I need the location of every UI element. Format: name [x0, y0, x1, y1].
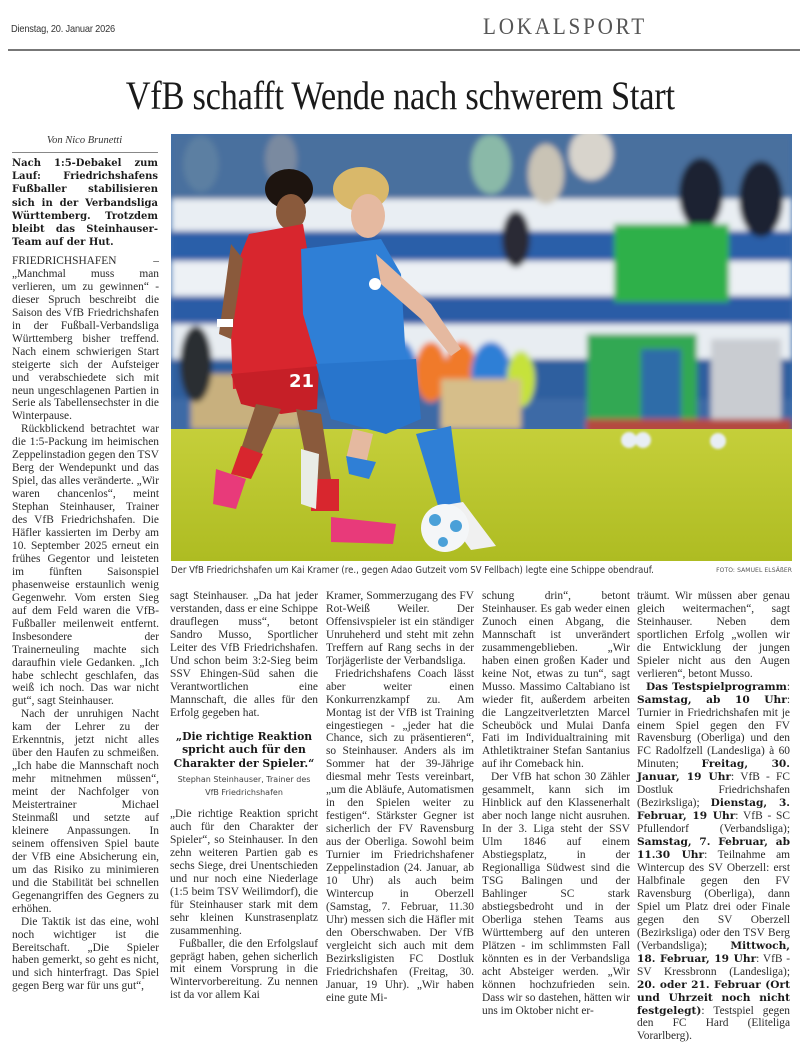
paragraph: „Die richtige Reaktion spricht auch für den Charakter der Spieler“, so Steinhauser. In den zehn weiteren Partien gab es sechs Siege, drei Unentschieden und nur noch eine Niederlage (1:5 beim TSV Weilimdorf), die für Steinhauser stark mit dem sehr kleinen Kunstrasenplatz zusammenhing.	[170, 808, 318, 937]
article-photo	[171, 134, 792, 561]
paragraph: Rückblickend betrachtet war die 1:5-Packung im heimischen Zeppelinstadion gegen den TSV Berg der Wendepunkt und das Spiel, das alles veränderte. „Wir waren chancenlos“, meint Stephan Steinhauser, Trainer des VfB Friedrichshafen. Die Häfler kassierten im Derby am 10. September 2025 erneut ein frühes Gegentor und leisteten im fünften Saisonspiel phasenweise erstaunlich wenig Gegenwehr. Vom ersten Sieg auf dem Feld waren die VfB-Fußballer meilenweit entfernt. Insbesondere der Trainerneuling machte sich daraufhin viele Gedanken. „Ich habe schlecht geschlafen, das weiß ich noch. Das war nicht gut“, sagt Steinhauser.	[12, 423, 159, 708]
football-photo-illustration	[171, 134, 792, 561]
article-headline	[0, 72, 800, 120]
program-item-date: 20. oder 21. Februar (Ort und Uhrzeit noch nicht festgelegt)	[637, 978, 790, 1017]
dateline: FRIEDRICHSHAFEN	[12, 255, 117, 267]
article-teaser: Nach 1:5-Debakel zum Lauf: Friedrichshafens Fußballer stabilisieren sich in der Verbandsliga Württemberg. Trotzdem bleibt das Steinhauser-Team auf der Hut.	[12, 158, 158, 249]
football	[421, 504, 469, 552]
issue-date: Dienstag, 20. Januar 2026	[11, 23, 115, 35]
article-column-1	[12, 255, 159, 993]
paragraph: Kramer, Sommerzugang des FV Rot-Weiß Weiler. Der Offensivspieler ist ein ständiger Unruheherd und steht mit zehn Treffern auf Rang sechs in der Torjägerliste der Verbandsliga.	[326, 590, 474, 667]
headline-text: VfB schafft Wende nach schwerem Start	[125, 73, 675, 118]
pull-quote-source: Stephan Steinhauser, Trainer des VfB Friedrichshafen	[177, 775, 311, 798]
program-item-text: Teilnahme am Wintercup des SV Oberzell: erst Halbfinale gegen den FV Ravensburg (Oberliga), dann Spiel um Platz drei oder Finale gegen den SV Oberzell (Bezirksliga) oder den TSV Berg (Verbandsliga);	[637, 849, 790, 952]
paragraph: schung drin“, betont Steinhauser. Es gab weder einen Zunoch einen Abgang, die Mannschaft ist unverändert zusammengeblieben. „Wir haben einen großen Kader und keine Not, etwas zu tun“, sagt Musso. Massimo Caltabiano ist wieder fit, außerdem arbeiten die Langzeitverletzten Marcel Scheuböck und Mulai Danfa Fati im Individualtraining mit Athletiktrainer Stefan Santanius auf ihr Comeback hin.	[482, 590, 630, 771]
program-item-text: VfB - SC Pfullendorf (Verbandsliga);	[637, 810, 790, 836]
program-heading: Das Testspielprogramm	[646, 680, 787, 693]
paragraph: Die Taktik ist das eine, wohl noch wichtiger ist die Bereitschaft. „Die Spieler haben gemerkt, so geht es nicht, und sich hinterfragt. Das Spiel gegen Berg war für uns gut“,	[12, 915, 159, 993]
byline: Von Nico Brunetti	[46, 135, 123, 146]
program-item-text: Testspiel gegen den FC Hard (Eliteliga Vorarlberg).	[637, 1004, 791, 1043]
byline-rule	[12, 152, 158, 153]
program-item-date: Freitag, 30. Januar, 19 Uhr	[637, 758, 790, 784]
article-column-2	[170, 590, 318, 1002]
section-title: LOKALSPORT	[483, 14, 647, 39]
article-column-4	[482, 590, 630, 1017]
paragraph	[12, 255, 159, 423]
paragraph: Friedrichshafens Coach lässt aber weiter einen Konkurrenzkampf zu. Am Montag ist der VfB ist Training eingestiegen - „jeder hat die Chance, sich zu präsentieren“, so Steinhauser. Anders als im Sommer hat der 39-Jährige diesmal mehr Tests vereinbart, „um die Abläufe, Automatismen in den Spielen weiter zu festigen“. Stärkster Gegner ist sicherlich der FV Ravensburg aus der Oberliga. Sowohl beim Turnier im Friedrichshafener Zeppelinstadion (24. Januar, ab 10 Uhr) als auch beim Wintercup in Oberzell (Samstag, 7. Februar, 11.30 Uhr) messen sich die Häfler mit den Oberschwaben. Der VfB vergleicht sich auch mit dem Bezirksligisten FC Dostluk Friedrichshafen (Freitag, 30. Januar, 19 Uhr). „Wir haben eine gute Mi-	[326, 667, 474, 1004]
test-program: Das Testspielprogramm: Samstag, ab 10 Uhr: Turnier in Friedrichshafen mit je einem Spiel gegen den FV Ravensburg (Oberliga) und den FC Radolfzell (Landesliga) à 60 Minuten; Freitag, 30. Januar, 19 Uhr: VfB - FC Dostluk Friedrichshafen (Bezirksliga); Dienstag, 3. Februar, 19 Uhr: VfB - SC Pfullendorf (Verbandsliga); Samstag, 7. Februar, ab 11.30 Uhr: Teilnahme am Wintercup des SV Oberzell: erst Halbfinale gegen den FV Ravensburg (Oberliga), dann Spiel um Platz drei oder Finale gegen den SV Oberzell (Bezirksliga) oder den TSV Berg (Verbandsliga); Mittwoch, 18. Februar, 19 Uhr: VfB - SV Kressbronn (Landesliga); 20. oder 21. Februar (Ort und Uhrzeit noch nicht festgelegt): Testspiel gegen den FC Hard (Eliteliga Vorarlberg).	[637, 680, 791, 1043]
paragraph-text: „Manchmal muss man verlieren, um zu gewinnen“ - dieser Spruch beschreibt die Saison des VfB Friedrichshafen in der Fußball-Verbandsliga Württemberg bisher treffend. Nach einem schwierigen Start steigerte sich der Aufsteiger und verabschiedete sich mit neun ungeschlagenen Partien in Serie als Tabellensechster in die Winterpause.	[12, 267, 159, 423]
program-items: Samstag, ab 10 Uhr: Turnier in Friedrichshafen mit je einem Spiel gegen den FV Ravensburg (Oberliga) und den FC Radolfzell (Landesliga) à 60 Minuten; Freitag, 30. Januar, 19 Uhr: VfB - FC Dostluk Friedrichshafen (Bezirksliga); Dienstag, 3. Februar, 19 Uhr: VfB - SC Pfullendorf (Verbandsliga); Samstag, 7. Februar, ab 11.30 Uhr: Teilnahme am Wintercup des SV Oberzell: erst Halbfinale gegen den FV Ravensburg (Oberliga), dann Spiel um Platz drei oder Finale gegen den SV Oberzell (Bezirksliga) oder den TSV Berg (Verbandsliga); Mittwoch, 18. Februar, 19 Uhr: VfB - SV Kressbronn (Landesliga); 20. oder 21. Februar (Ort und Uhrzeit noch nicht festgelegt): Testspiel gegen den FC Hard (Eliteliga Vorarlberg).	[637, 693, 791, 1043]
dateline-dash: –	[153, 255, 159, 267]
photo-credit: FOTO: SAMUEL ELSÄßER	[716, 567, 792, 574]
program-item-text: VfB - SV Kressbronn (Landesliga);	[637, 952, 791, 978]
paragraph: Fußballer, die den Erfolgslauf geprägt haben, gehen sicherlich mit einem Vorsprung in die Wintervorbereitung. Zu nennen ist da vor allem Kai	[170, 937, 318, 1002]
paragraph: Nach der unruhigen Nacht kam der Lehrer zu der Erkenntnis, jetzt nicht alles über den Haufen zu schmeißen. „Ich habe die Mannschaft noch mehr mitnehmen müssen“, meint der Nachfolger von Meistertrainer Michael Steinmaßl und setzte auf kleinere Anpassungen. In seinem offensiven Spiel baute der VfB eine Absicherung ein, um das Risiko zu minimieren und die Stabilität bei schnellen Gegenangriffen des Gegners zu erhöhen.	[12, 708, 159, 915]
program-item-date: Samstag, ab 10 Uhr	[637, 693, 787, 706]
paragraph: träumt. Wir müssen aber genau gleich weitermachen“, sagt Steinhauser. Neben dem sportlichen Erfolg „wollen wir die Entwicklung der jungen Spieler nicht aus den Augen verlieren“, betont Musso.	[637, 590, 790, 680]
program-item-date: Dienstag, 3. Februar, 19 Uhr	[637, 797, 790, 823]
article-column-3	[326, 590, 474, 1005]
header-rule	[8, 49, 800, 51]
jersey-number: 21	[289, 371, 315, 392]
program-item-text: Turnier in Friedrichshafen mit je einem Spiel gegen den FV Ravensburg (Oberliga) und den FC Radolfzell (Landesliga) à 60 Minuten;	[637, 706, 790, 771]
pull-quote: „Die richtige Reaktion spricht auch für den Charakter der Spieler.“	[173, 729, 315, 770]
paragraph: sagt Steinhauser. „Da hat jeder verstanden, dass er eine Schippe drauflegen muss“, betont Sandro Musso, Sportlicher Leiter des VfB Friedrichshafen. Und schon beim 3:2-Sieg beim SSV Ehingen-Süd sahen die Verantwortlichen eine Mannschaft, die alles für den Erfolg gegeben hat.	[170, 590, 318, 719]
program-item-text: VfB - FC Dostluk Friedrichshafen (Bezirksliga);	[637, 771, 790, 810]
program-item-date: Samstag, 7. Februar, ab 11.30 Uhr	[637, 836, 790, 862]
program-item-date: Mittwoch, 18. Februar, 19 Uhr	[637, 939, 790, 965]
photo-caption: Der VfB Friedrichshafen um Kai Kramer (re., gegen Adao Gutzeit vom SV Fellbach) legte eine Schippe obendrauf.	[171, 565, 654, 576]
article-column-5	[637, 590, 790, 1043]
paragraph: Der VfB hat schon 30 Zähler gesammelt, kann sich im Hinblick auf den Klassenerhalt aber noch lange nicht ausruhen. In der 3. Liga steht der SSV Ulm 1846 auf einem Abstiegsplatz, in der Regionalliga Südwest sind die TSG Balingen und der Bahlinger SC stark abstiegsbedroht und in der Oberliga stehen Teams aus Württemberg auf den unteren Plätzen - im schlimmsten Fall könnten es in der Verbandsliga acht Absteiger werden. „Wir können hochzufrieden sein. Dass wir so dastehen, hätten wir uns im Oktober nicht er-	[482, 771, 630, 1017]
